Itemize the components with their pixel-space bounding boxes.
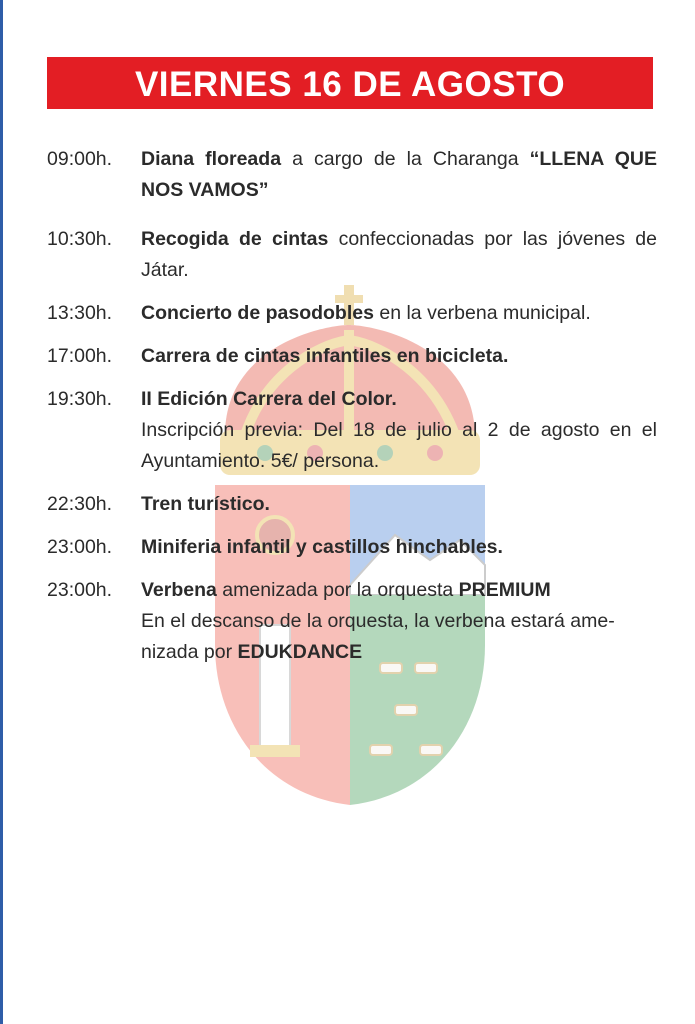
page-title: VIERNES 16 DE AGOSTO [134,65,566,104]
event-item [47,341,657,372]
event-time: 13:30h. [47,302,113,324]
event-title: Carrera de cintas infantiles en bicicleta. [141,345,509,367]
event-title: Diana floreada [141,148,282,170]
event-title: Recogida de cintas [141,228,329,250]
event-description [141,575,657,668]
event-description [141,489,657,520]
event-highlight: “LLENA QUE NOS VAMOS” [141,148,657,201]
title-banner [47,57,653,109]
event-time: 23:00h. [47,536,113,558]
event-highlight: PREMIUM [458,579,551,601]
event-time: 19:30h. [47,388,113,410]
event-item [47,224,657,286]
event-time: 17:00h. [47,345,113,367]
event-time: 22:30h. [47,493,113,515]
event-detail: Inscripción previa: Del 18 de julio al 2 de agosto en el Ayuntamiento. 5€/ persona. [141,419,657,472]
event-time: 09:00h. [47,148,113,170]
event-description [141,144,657,206]
event-item [47,575,657,668]
event-text: en la verbena municipal. [373,302,591,324]
event-item [47,384,657,477]
event-item [47,532,657,563]
event-highlight: EDUKDANCE [237,641,363,663]
event-description [141,341,657,372]
event-title: Verbena [141,579,217,601]
event-text: a cargo de la Charanga [281,148,530,170]
event-item [47,489,657,520]
event-time: 10:30h. [47,228,113,250]
event-time: 23:00h. [47,579,113,601]
event-schedule [47,144,657,668]
event-description [141,384,657,477]
event-title: II Edición Carrera del Color. [141,388,397,410]
event-detail: nizada por [141,641,238,663]
event-description [141,532,657,563]
event-title: Tren turístico. [141,493,270,515]
event-item [47,298,657,329]
event-detail: En el descanso de la orquesta, la verbena estará ame- [141,610,615,632]
event-description [141,224,657,286]
event-item [47,144,657,206]
event-text: confeccionadas por las jóvenes de Játar. [141,228,657,281]
event-title: Concierto de pasodobles [141,302,374,324]
event-text: amenizada por la orquesta [216,579,459,601]
event-title: Miniferia infantil y castillos hinchables. [141,536,503,558]
event-description [141,298,657,329]
left-border-rule [0,0,3,1024]
